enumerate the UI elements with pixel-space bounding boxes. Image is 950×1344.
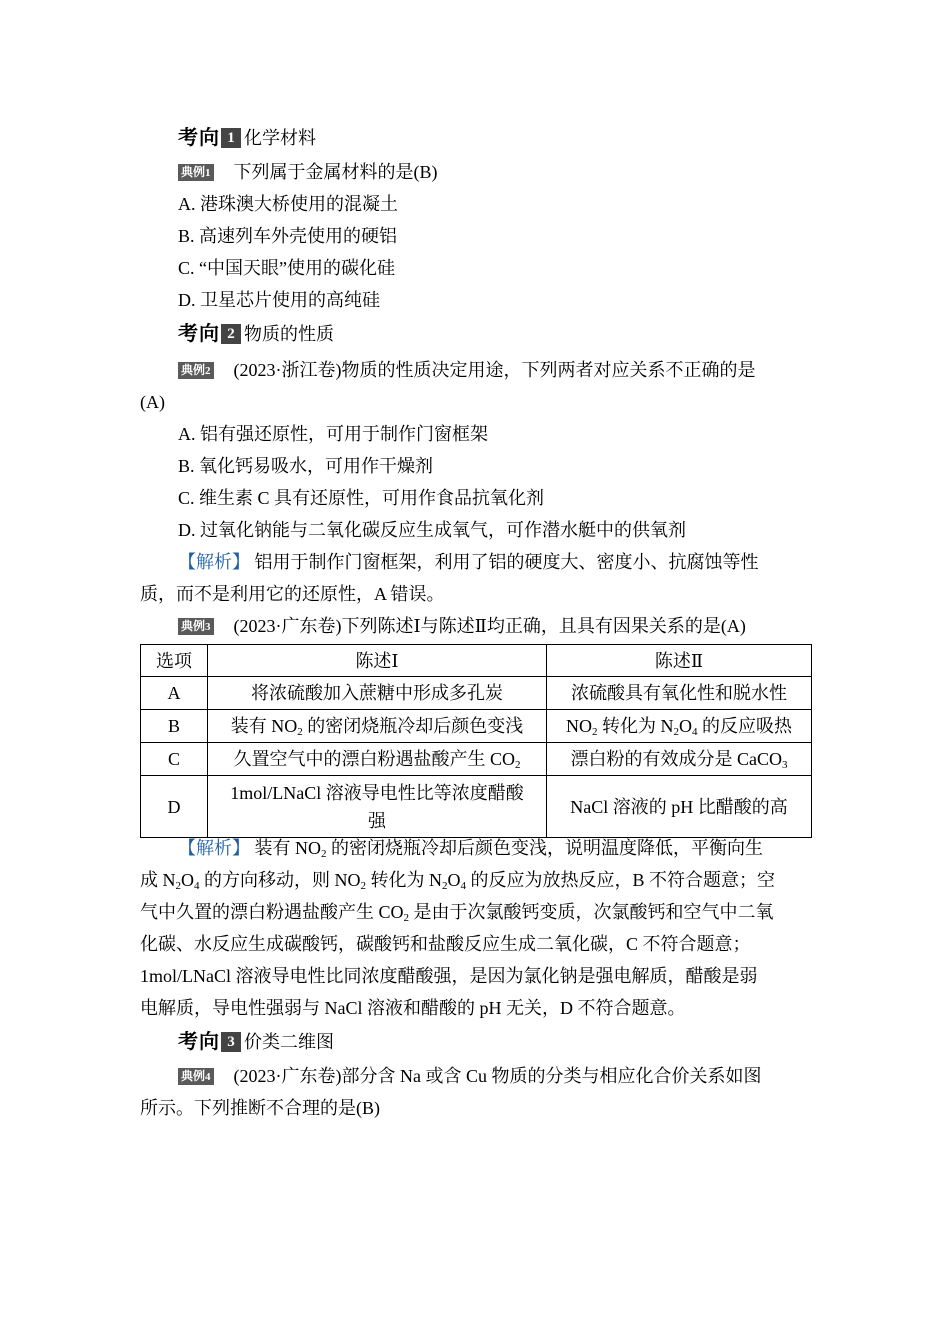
table-cell: $NO_2$ 转化为 $N_2O_4$ 的反应吸热 — [547, 710, 812, 743]
example-badge: 典例4 — [178, 1068, 214, 1085]
example-3-analysis-line: 气中久置的漂白粉遇盐酸产生 $CO_2$ 是由于次氯酸钙变质，次氯酸钙和空气中二氧 — [140, 902, 774, 924]
analysis-label: 【解析】 — [178, 838, 250, 858]
example-3-analysis-line: 1mol/LNaCl 溶液导电性比同浓度醋酸强，是因为氯化钠是强电解质，醋酸是弱 — [140, 966, 758, 986]
section-heading-3 — [178, 1028, 334, 1056]
example-3-question: 典例3 (2023·广东卷)下列陈述Ⅰ与陈述Ⅱ均正确，且具有因果关系的是(A) — [178, 612, 746, 640]
table-row — [141, 776, 812, 838]
example-1-option-d: D. 卫星芯片使用的高纯硅 — [178, 290, 380, 310]
section-number-badge: 3 — [221, 1032, 241, 1052]
example-2-option-a: A. 铝有强还原性，可用于制作门窗框架 — [178, 424, 488, 444]
section-label: 考向 — [178, 127, 220, 149]
example-badge: 典例3 — [178, 618, 214, 635]
table-header-row — [141, 645, 812, 677]
section-label: 考向 — [178, 323, 220, 345]
example-1-option-c: C. “中国天眼”使用的碳化硅 — [178, 258, 395, 278]
table-cell: 将浓硫酸加入蔗糖中形成多孔炭 — [208, 677, 547, 710]
table-row — [141, 743, 812, 776]
table-header-cell: 陈述Ⅰ — [208, 645, 547, 677]
example-1-option-b: B. 高速列车外壳使用的硬铝 — [178, 226, 398, 246]
example-2-question: 典例2 (2023·浙江卷)物质的性质决定用途，下列两者对应关系不正确的是 — [178, 356, 756, 384]
table-cell: 浓硫酸具有氧化性和脱水性 — [547, 677, 812, 710]
example-3-analysis: 【解析】 装有 $NO_2$ 的密闭烧瓶冷却后颜色变浅，说明温度降低，平衡向生 — [178, 838, 763, 860]
section-title: 价类二维图 — [244, 1032, 334, 1052]
example-2-analysis-cont: 质，而不是利用它的还原性，A 错误。 — [140, 584, 445, 604]
table-cell: NaCl 溶液的 pH 比醋酸的高 — [547, 776, 812, 838]
example-1-question: 典例1 下列属于金属材料的是(B) — [178, 158, 438, 186]
example-2-option-d: D. 过氧化钠能与二氧化碳反应生成氧气，可作潜水艇中的供氧剂 — [178, 520, 686, 540]
table-cell: 1mol/LNaCl 溶液导电性比等浓度醋酸 强 — [208, 776, 547, 838]
table-row — [141, 710, 812, 743]
table-row — [141, 677, 812, 710]
example-2-analysis: 【解析】 铝用于制作门窗框架，利用了铝的硬度大、密度小、抗腐蚀等性 — [178, 552, 759, 572]
section-heading-1 — [178, 124, 316, 152]
section-number-badge: 1 — [221, 128, 241, 148]
example-3-analysis-line: 成 $N_2O_4$ 的方向移动，则 $NO_2$ 转化为 $N_2O_4$ 的反应为放热反应，B 不符合题意；空 — [140, 870, 776, 892]
example-3-analysis-line: 电解质，导电性强弱与 NaCl 溶液和醋酸的 pH 无关，D 不符合题意。 — [140, 998, 686, 1018]
example-4-question-cont: 所示。下列推断不合理的是(B) — [140, 1098, 380, 1118]
section-label: 考向 — [178, 1031, 220, 1053]
table-cell: A — [141, 677, 208, 710]
example-2-question-cont: (A) — [140, 392, 165, 412]
example-badge: 典例2 — [178, 362, 214, 379]
example-3-analysis-line: 化碳、水反应生成碳酸钙，碳酸钙和盐酸反应生成二氧化碳，C 不符合题意； — [140, 934, 751, 954]
section-title: 化学材料 — [244, 128, 316, 148]
table-cell: B — [141, 710, 208, 743]
table-header-cell: 陈述Ⅱ — [547, 645, 812, 677]
table-cell: 漂白粉的有效成分是 CaCO$_3$ — [547, 743, 812, 776]
table-cell: 久置空气中的漂白粉遇盐酸产生 $CO_2$ — [208, 743, 547, 776]
section-heading-2 — [178, 320, 334, 348]
example-2-option-c: C. 维生素 C 具有还原性，可用作食品抗氧化剂 — [178, 488, 545, 508]
table-cell: C — [141, 743, 208, 776]
table-cell: D — [141, 776, 208, 838]
example-1-option-a: A. 港珠澳大桥使用的混凝土 — [178, 194, 398, 214]
statement-table — [140, 644, 812, 838]
example-4-question: 典例4 (2023·广东卷)部分含 Na 或含 Cu 物质的分类与相应化合价关系如图 — [178, 1062, 762, 1090]
example-2-option-b: B. 氧化钙易吸水，可用作干燥剂 — [178, 456, 434, 476]
table-cell: 装有 $NO_2$ 的密闭烧瓶冷却后颜色变浅 — [208, 710, 547, 743]
analysis-label: 【解析】 — [178, 552, 250, 572]
table-header-cell: 选项 — [141, 645, 208, 677]
section-number-badge: 2 — [221, 324, 241, 344]
section-title: 物质的性质 — [244, 324, 334, 344]
example-badge: 典例1 — [178, 164, 214, 181]
